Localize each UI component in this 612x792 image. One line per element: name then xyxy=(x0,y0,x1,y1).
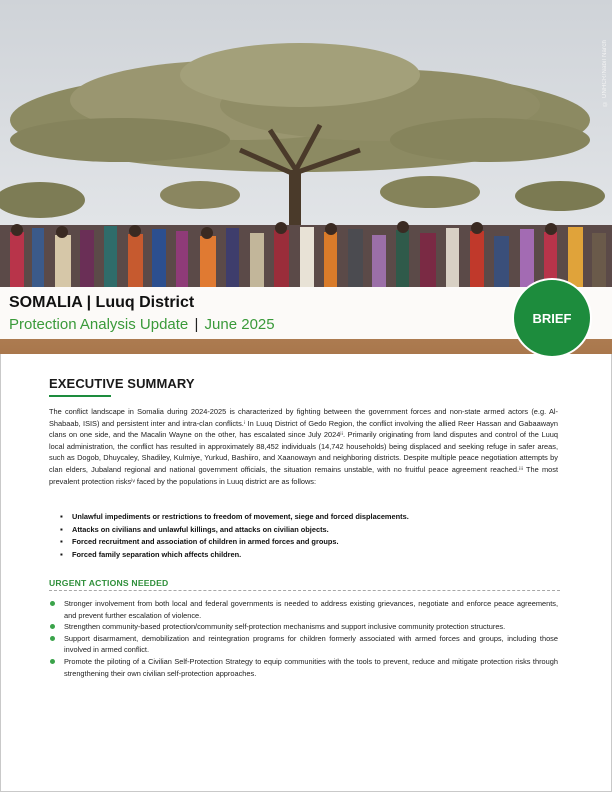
list-item: ▪ Forced family separation which affects children. xyxy=(60,549,560,562)
list-item: ▪ Forced recruitment and association of children in armed forces and groups. xyxy=(60,536,560,549)
list-item: ▪ Unlawful impediments or restrictions to freedom of movement, siege and forced displacements. xyxy=(60,511,560,524)
list-item xyxy=(49,598,558,621)
urgent-actions-list xyxy=(49,598,558,679)
protection-risks-list xyxy=(60,511,560,561)
bullet-icon xyxy=(50,624,55,629)
executive-summary-paragraph: The conflict landscape in Somalia during 2024-2025 is characterized by fighting between the government forces and non-state armed actors (e.g. Al-Shabaab, ISIS) and persistent inter and intra-clan conflicts.ⁱ In Luuq District of Gedo Region, the conflict involving the allied Reer Hassan and Gabaawayn clans on one side, and the Macalin Wayne on the other, has escalated since July 2024ⁱⁱ. Primarily originating from land disputes and control of the Luuq local administration, the conflict has resulted in approximately 88,452 individuals (14,742 households) being displaced and seeking refuge in safer areas, such as Dogob, Dhuycaley, Shadiley, Kulmiye, Yurkud, Bashiiro, and Xaanowayn and neighboring districts. Despite multiple peace negotiation attempts by clan elders, Jubaland regional and national government officials, the situation remains unstable, with no fruitful peace agreement reached.ⁱⁱⁱ The most prevalent protection risksⁱᵛ faced by the populations in Luuq district are as follows: xyxy=(49,407,558,486)
list-item-text: Stronger involvement from both local and federal governments is needed to address existing grievances, negotiate and enforce peace agreements, and prevent further escalation of violence. xyxy=(64,599,558,620)
subtitle-date: June 2025 xyxy=(204,316,275,333)
subtitle-main: Protection Analysis Update xyxy=(9,316,189,333)
document-title: SOMALIA | Luuq District xyxy=(9,294,195,311)
heading-underline xyxy=(49,395,111,397)
subtitle-separator: | xyxy=(194,316,199,333)
document-subtitle xyxy=(9,316,275,333)
list-item xyxy=(49,656,558,679)
list-item-text: Support disarmament, demobilization and reintegration programs for children formerly associated with armed forces and groups, including those involved in armed conflict. xyxy=(64,633,558,655)
list-item: ▪ Attacks on civilians and unlawful killings, and attacks on civilian objects. xyxy=(60,524,560,537)
brief-badge: BRIEF xyxy=(514,280,590,356)
crowd-illustration xyxy=(0,221,612,287)
dashed-divider xyxy=(49,590,560,591)
list-item-text: Promote the piloting of a Civilian Self-Protection Strategy to equip communities with the tools to prevent, reduce and mitigate protection risks through strengthening their own civilian self-protection approaches. xyxy=(64,656,558,678)
bullet-icon xyxy=(50,659,55,664)
list-item-text: Strengthen community-based protection/community self-protection mechanisms and support inclusive community protection structures. xyxy=(64,622,506,632)
photo-credit: © UNHCR/Nabil Narch xyxy=(602,40,608,107)
list-item xyxy=(49,633,558,656)
bullet-icon xyxy=(50,601,55,606)
urgent-actions-heading: URGENT ACTIONS NEEDED xyxy=(49,578,169,588)
bullet-icon xyxy=(50,636,55,641)
executive-summary-heading: EXECUTIVE SUMMARY xyxy=(49,376,195,391)
list-item xyxy=(49,621,558,633)
